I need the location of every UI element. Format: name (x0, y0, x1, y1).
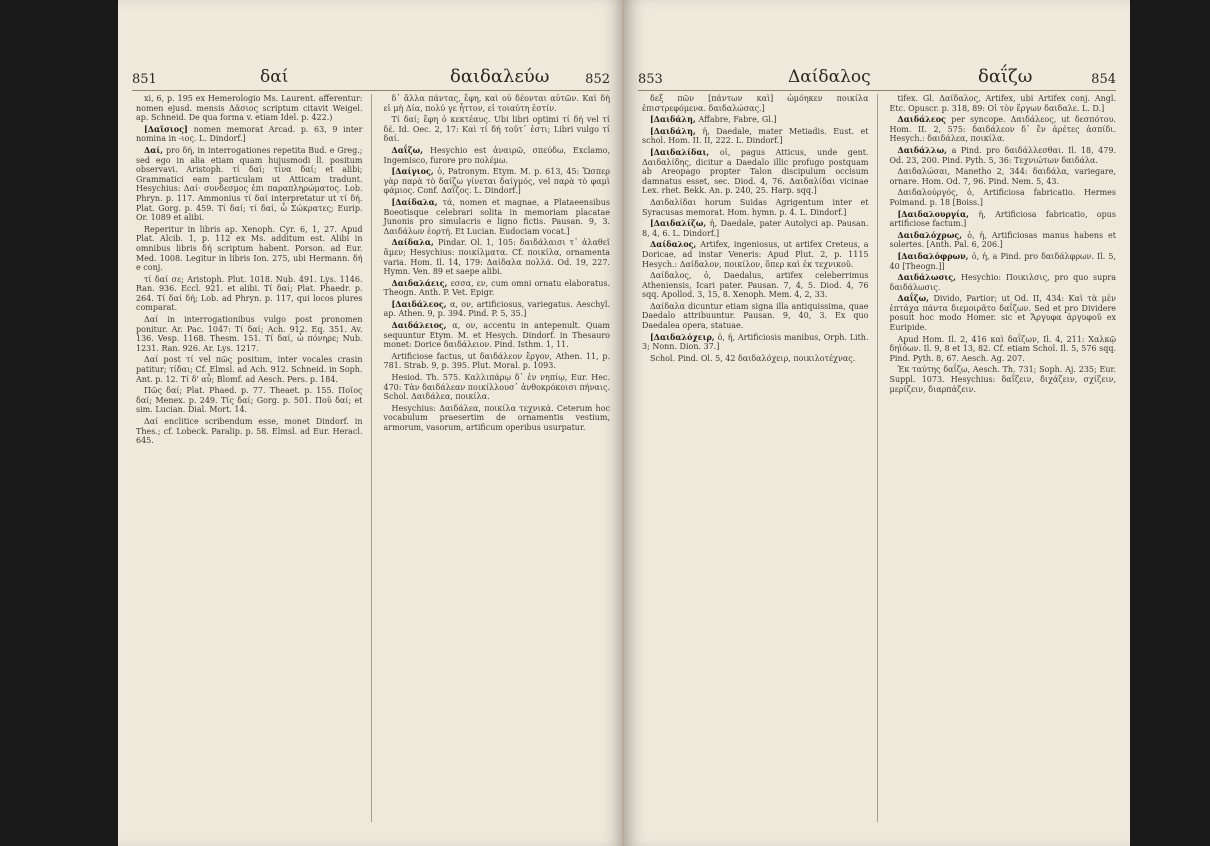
column-divider (877, 94, 878, 822)
entry-lemma: [Δαιδαλουργία, (897, 208, 979, 219)
dictionary-entry (642, 354, 869, 364)
entry-text: nomen memorat Arcad. p. 63, 9 inter nomina in -ιος. L. Dindorf.] (136, 124, 363, 144)
dictionary-entry (890, 252, 1117, 271)
dictionary-entry (384, 352, 611, 371)
dictionary-entry (384, 94, 611, 113)
right-column-a (638, 94, 869, 822)
entry-text: Δαί post τί vel πῶς positum, inter vocales crasin patitur; τίδαι; Cf. Elmsl. ad Ach. 912. Schneid. in Soph. Ant. p. 12. Τί δ' αὖ; Blomf. ad Aesch. Pers. p. 184. (136, 355, 363, 384)
entry-lemma: [Δαιδάλεος, (391, 298, 451, 309)
left-page-columns (132, 94, 610, 822)
entry-text: pro δή, in interrogationes repetita Bud. e Greg.; sed ego in alia etiam quam hujusmodi ll. positum observavi. Aristoph. τί δαί; τίνα δαί; et alibi; Grammatici eam particulam ut Atticam tradunt. Hesychius: Δαί· συνδεσμος ἐπι παραπληρώματος. Lob. Phryn. p. 117. Ammonius τί δαί interpretatur ut τί δή. Plat. Gorg. p. 459. Τί δαί; τί δαί, ὦ Σώκρατες; Eurip. Or. 1089 et alibi. (136, 145, 363, 223)
dictionary-entry (642, 219, 869, 238)
entry-lemma: Δαιδάλειος, (391, 320, 453, 331)
dictionary-entry (890, 294, 1117, 332)
entry-lemma: [Δαιδαλίζω, (650, 218, 710, 229)
dictionary-entry (642, 127, 869, 146)
left-page (118, 0, 624, 846)
dictionary-entry (136, 225, 363, 273)
dictionary-entry (642, 333, 869, 352)
entry-text: δ᾽ ἄλλα πάντας, ἔφη, καὶ οὐ δέονται αὐτῶν. Καὶ δὴ εἰ μὴ Δία, πολύ γε ἧττον, εἰ τοιαύτη ἐστίν. (383, 94, 610, 113)
dictionary-entry (642, 198, 869, 217)
dictionary-entry (136, 355, 363, 384)
dictionary-entry (890, 146, 1117, 165)
entry-lemma: Δαί, (144, 144, 167, 155)
entry-text: Δαί in interrogationibus vulgo post pronomen ponitur. Ar. Pac. 1047: Τί δαί; Ach. 912. Eq. 351. Av. 136. Vesp. 1168. Thesm. 151. Τί δαί, ὦ πόνηρε; Nub. 1231. Ran. 926. Ar. Lys. 1217. (136, 315, 363, 353)
entry-text: Apud Hom. Il. 2, 416 καὶ δαΐζων, Il. 4, 211: Χαλκῷ δηϊόων. Il. 9, 8 et 13, 82. Cf. etiam Schol. Il. 5, 576 sqq. Pind. Pyth. 8, 67. Aesch. Ag. 207. (889, 334, 1116, 363)
book-spread (118, 0, 1130, 846)
entry-text: Artifex, ingeniosus, ut artifex Creteus, a Doricae, ad instar Veneris: Apud Plut. 2, p. 1115 Hesych.: Δαίδαλον, ποικίλον, ὅπερ καὶ ἐκ τεχνικοῦ. (642, 240, 869, 269)
dictionary-entry (890, 115, 1117, 144)
entry-text: a Pind. pro δαιδάλλεσθαι. Il. 18, 479. Od. 23, 200. Pind. Pyth. 5, 36: Τεχνιώτων δαιδάλα. (889, 145, 1116, 165)
entry-text: τά, nomen et magnae, a Plataeensibus Boeotisque celebrari solita in memoriam placatae Junonis pro simulacris e ligno fictis. Pausan. 9, 3. Δαιδάλων ἑορτή. Et Lucian. Eudociam vocat.] (383, 197, 610, 236)
entry-text: Τί δαί; ἔφη ὁ κεκτέαυς. Ubi libri optimi τί δή vel τί δέ. Id. Oec. 2, 17: Καὶ τί δή τοῦτ᾽ ἐστι; Libri vulgo τί δαί. (383, 115, 610, 144)
entry-lemma: [Δαιδάλη, (650, 125, 703, 136)
dictionary-entry (890, 273, 1117, 292)
entry-text: Δαί enclitice scribendum esse, monet Dindorf. in Thes.; cf. Lobeck. Paralip. p. 58. Elmsl. ad Eur. Heracl. 645. (136, 417, 363, 446)
entry-text: Reperitur in libris ap. Xenoph. Cyr. 6, 1, 27. Apud Plat. Alcib. 1, p. 112 ex Ms. additum est. Alibi in omnibus libris δή scriptum habent. Porson. ad Eur. Med. 1008. Legitur in libris Ion. 275, ubi Hermann. δή e conj. (136, 224, 363, 273)
dictionary-entry (890, 167, 1117, 186)
dictionary-entry (384, 300, 611, 319)
entry-text: xi, 6, p. 195 ex Hemerologio Ms. Laurent. afferentur: nomen ejusd. mensis Δᾶσιος scriptum citavit Weigel. ap. Schneid. De qua forma v. etiam Idel. p. 422.) (136, 94, 363, 123)
right-page-columns (638, 94, 1116, 822)
entry-lemma: [Δαίγιος, (391, 166, 438, 177)
entry-lemma: [Δαῖσιος] (144, 123, 194, 134)
entry-lemma: [Δαιδαλόχειρ, (650, 331, 718, 342)
dictionary-entry (642, 240, 869, 269)
entry-text: Hesychio: Ποικιλσις, pro quo supra δαιδάλωσις. (889, 273, 1116, 292)
dictionary-entry (384, 279, 611, 298)
entry-text: Δαίδαλα dicuntur etiam signa illa antiquissima, quae Daedalo attribuuntur. Pausan. 9, 40, 3. Ex quo Daedalea opera, statuae. (642, 301, 869, 331)
entry-text: Δαίδαλος, ὁ, Daedalus, artifex celeberrimus Atheniensis, Icari pater. Pausan. 7, 4, 5. Diod. 4, 76 sqq. Apollod. 3, 15, 8. Xenoph. Mem. 4, 2, 33. (642, 271, 869, 300)
dictionary-entry (136, 94, 363, 123)
entry-text: per syncope. Δαιδάλεος, ut δεσπότου. Hom. II. 2, 575: δαιδάλεον δ᾽ ἔν ἀρέτες ἀσπίδι. Hesych.: δαιδάλεα, ποικίλα. (889, 115, 1116, 144)
entry-text: Δαιδαλώσαι, Manetho 2, 344: δαιδάλα, variegare, ornare. Hom. Od. 7, 96. Pind. Nem. 5, 43. (889, 167, 1116, 186)
entry-lemma: Δαΐζω, (897, 293, 934, 304)
running-head-center: Δαίδαλος (788, 67, 871, 87)
running-head-center: δαιδαλεύω (450, 66, 550, 87)
entry-lemma: Δαιδαλόχρως, (897, 229, 968, 240)
entry-text: tifex. Gl. Δαίδαλος, Artifex, ubi Artifex conj. Angl. Etc. Opuscr. p. 318, 89: Οἱ τὸν ἔργων δαιδαλε. L. D.] (889, 94, 1116, 113)
entry-text: ἡ, Daedale, pater Autolyci ap. Pausan. 8, 4, 6. L. Dindorf.] (642, 219, 869, 238)
dictionary-entry (384, 404, 611, 433)
entry-text: Hesychius: Δαιδάλεα, ποικίλα τεχνικά. Ceterum hoc vocabulum praesertim de ornamentis vestium, armorum, vasorum, artificum operibus usurpatur. (383, 403, 610, 432)
dictionary-entry (642, 94, 869, 113)
dictionary-entry (136, 125, 363, 144)
entry-lemma: Δαιδαλάεις, (391, 277, 451, 288)
entry-text: ὁ, ἡ, Artificiosas manus habens et solertes. [Anth. Pal. 6, 206.] (889, 230, 1116, 250)
dictionary-entry (384, 167, 611, 196)
entry-text: Affabre, Fabre, Gl.] (698, 115, 777, 125)
running-head-left: δαί (260, 67, 289, 87)
dictionary-entry (136, 315, 363, 353)
dictionary-entry (890, 94, 1117, 113)
dictionary-entry (384, 115, 611, 144)
entry-text: Ἐκ ταύτης δαΐζω, Aesch. Th. 731; Soph. Aj. 235; Eur. Suppl. 1073. Hesychius: δαΐζειν, διχάζειν, σχίζειν, μερίζειν, διαρπάζειν. (889, 365, 1116, 394)
left-column-b (380, 94, 611, 822)
entry-lemma: Δαΐζω, (391, 144, 430, 155)
dictionary-entry (384, 146, 611, 165)
entry-text: α, ον, accentu in antepenult. Quam sequuntur Etym. M. et Hesych. Dindorf. in Thesauro monet: Dorice δαιδάλειον. Pind. Isthm. 1, 11. (383, 321, 610, 350)
column-divider (371, 94, 372, 822)
entry-lemma: [Δαίδαλα, (391, 196, 443, 207)
entry-text: εσσα, εν, cum omni ornatu elaboratus. Theogn. Anth. P. Vet. Epigr. (383, 278, 610, 298)
dictionary-entry (890, 365, 1117, 394)
page-number-853: 853 (638, 72, 663, 87)
right-column-b (886, 94, 1117, 822)
dictionary-entry (890, 231, 1117, 250)
dictionary-entry (136, 146, 363, 223)
entry-text: α, ον, artificiosus, variegatus. Aeschyl. ap. Athen. 9, p. 394. Pind. P. 5, 35.] (383, 299, 610, 319)
dictionary-entry (642, 302, 869, 331)
entry-lemma: Δαίδαλος, (650, 239, 701, 250)
dictionary-entry (384, 198, 611, 236)
dictionary-entry (384, 321, 611, 350)
page-number-854: 854 (1091, 72, 1116, 87)
entry-text: οἱ, pagus Atticus, unde gent. Δαιδαλίδης, dicitur a Daedalo illic profugo postquam ab Areopago propter Talon discipulum occisum damnatus esset, sec. Diod. 4, 76. Δαιδαλίδαι vicinae Lex. rhet. Bekk. An. p. 240, 25. Harp. sqq.] (642, 147, 869, 196)
page-number-851: 851 (132, 72, 157, 87)
entry-lemma: [Δαιδαλόφρων, (897, 250, 972, 261)
entry-lemma: Δαίδαλα, (391, 237, 439, 248)
dictionary-entry (642, 271, 869, 300)
right-page-header (638, 64, 1116, 91)
dictionary-entry (384, 373, 611, 402)
entry-text: Πῶς δαί; Plat. Phaed. p. 77. Theaet. p. 155. Ποῖος δαί; Menex. p. 249. Τίς δαί; Gorg. p. 501. Ποῦ δαί; et sim. Lucian. Dial. Mort. 14. (136, 386, 363, 415)
dictionary-entry (890, 335, 1117, 364)
dictionary-entry (890, 188, 1117, 207)
dictionary-entry (642, 148, 869, 196)
left-page-header (132, 64, 610, 91)
dictionary-entry (136, 417, 363, 446)
entry-lemma: Δαιδάλλω, (897, 144, 952, 155)
entry-text: ὁ, ἡ, Artificiosis manibus, Orph. Lith. 3; Nonn. Dion. 37.] (642, 332, 869, 352)
entry-text: ὁ, Patronym. Etym. M. p. 613, 45: Ὥσπερ γὰρ παρὰ τὸ δαίζω γίνεται δαίγμός, vel παρὰ τὸ φαμὶ φάμιος. Conf. Δαΐζος. L. Dindorf.] (383, 167, 610, 196)
entry-text: Schol. Pind. Ol. 5, 42 δαιδαλόχειρ, ποικιλοτέχνας. (650, 353, 856, 363)
entry-text: Artificiose factus, ut δαιδάλεον ἔργον, Athen. 11, p. 781. Strab. 9, p. 395. Plut. Moral. p. 1093. (383, 351, 610, 371)
dictionary-entry (642, 115, 869, 125)
entry-text: τί δαί σε; Aristoph. Plut. 1018. Nub. 491. Lys. 1146. Ran. 936. Eccl. 921. et alibi. Τί δαί; Plat. Phaedr. p. 264. Τί δαί δή; Lob. ad Phryn. p. 117, qui locos plures comparat. (136, 274, 363, 313)
entry-text: Divido, Partior; ut Od. II, 434: Καὶ τὰ μὲν ἑπτάχα πάντα διεμοιρᾶτο δαΐζων. Sed et pro Dividere posuit hoc modo Homer. sic et Ἄργυφα ἀργυφοῦ ex Euripide. (889, 294, 1116, 333)
right-page (624, 0, 1130, 846)
entry-text: Hesiod. Th. 575. Καλλιπάρῳ δ᾽ ἐν νηπίῳ, Eur. Hec. 470: Τὰν δαιδάλεαν ποικίλλουσ᾽ ἀνθοκρόκοισι πήναις. Schol. Δαιδάλεα, ποικίλα. (383, 373, 610, 402)
dictionary-entry (136, 386, 363, 415)
entry-lemma: [Δαιδαλίδαι, (650, 146, 720, 157)
page-number-852: 852 (585, 72, 610, 87)
entry-text: Hesychio est ἀναιρῶ, σπεύδω, Exclamo, Ingemisco, furore pro πολέμω. (383, 145, 610, 165)
left-column-a (132, 94, 363, 822)
entry-text: Pindar. Ol. 1, 105: δαιδάλαισι τ᾽ ἀλαθεῖ ἅμεν; Hesychius: ποικίλματα. Cf. ποικίλα, ornamenta varia. Hom. Il. 14, 179: Δαίδαλα πολλά. Od. 19, 227. Hymn. Ven. 89 et saepe alibi. (383, 238, 610, 277)
entry-lemma: Δαιδάλωσις, (897, 272, 961, 283)
running-head-right: δαΐζω (978, 66, 1033, 87)
entry-text: Δαιδαλούργός, ὁ, Artificiosa fabricatio. Hermes Poimand. p. 18 [Boiss.] (889, 188, 1116, 207)
entry-text: ὁ, ἡ, a Pind. pro δαιδάλφρων. Il. 5, 40 [Theogn.]] (889, 251, 1116, 271)
entry-lemma: [Δαιδάλη, (650, 114, 699, 125)
entry-text: ἡ, Artificiosa fabricatio, opus artificiose factum.] (889, 209, 1116, 229)
dictionary-entry (384, 238, 611, 276)
entry-text: ἡ, Daedale, mater Metiadis. Eust. et schol. Hom. II. II, 222. L. Dindorf.] (642, 126, 869, 146)
entry-text: δεξ πῶν [πάντων καὶ] ὠμόηκεν ποικίλα ἐπιστρεφόμενα. δαιδαλώσας.] (642, 94, 869, 113)
entry-lemma: Δαιδάλεος (897, 114, 952, 125)
entry-text: Δαιδαλίδαι horum Suidas Agrigentum inter et Syracusas memorat. Hom. hymn. p. 4. L. Dindorf.] (642, 197, 869, 217)
dictionary-entry (136, 275, 363, 313)
dictionary-entry (890, 210, 1117, 229)
